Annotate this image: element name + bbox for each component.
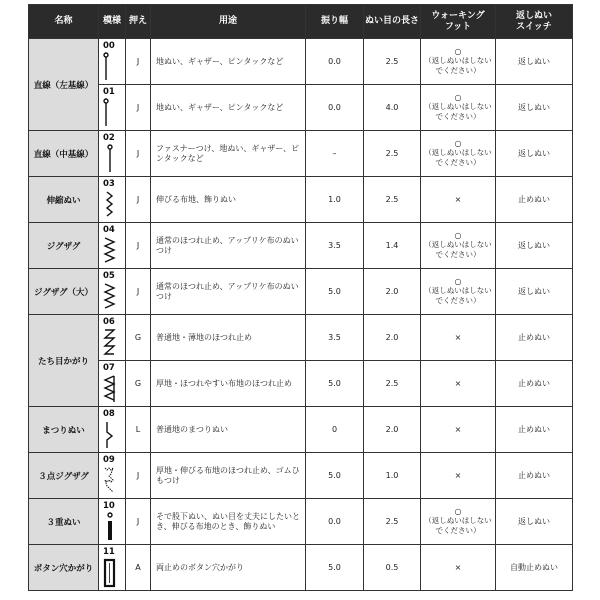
pattern-cell xyxy=(99,453,126,499)
table-row xyxy=(29,131,573,177)
walking-foot-mark: ○ xyxy=(454,277,462,286)
pattern-number: 03 xyxy=(103,178,115,189)
reverse-switch: 止めぬい xyxy=(496,361,573,407)
stitch-name: ３重ぬい xyxy=(29,499,99,545)
table-row xyxy=(29,407,573,453)
table-row xyxy=(29,39,573,85)
presser-foot: J xyxy=(126,39,151,85)
walking-foot-note: （返しぬいはしないでください） xyxy=(424,102,492,121)
stitch-length: 2.0 xyxy=(364,315,421,361)
walking-foot-cell xyxy=(421,361,496,407)
walking-foot-mark: × xyxy=(454,194,462,204)
stitch-width: 1.0 xyxy=(306,177,364,223)
stitch-name: ３点ジグザグ xyxy=(29,453,99,499)
stitch-length: 1.4 xyxy=(364,223,421,269)
header-reverse: 返しぬい スイッチ xyxy=(496,5,573,39)
reverse-switch: 返しぬい xyxy=(496,39,573,85)
stitch-use: 伸びる布地、飾りぬい xyxy=(151,177,306,223)
presser-foot: J xyxy=(126,85,151,131)
stitch-length: 2.5 xyxy=(364,177,421,223)
stitch-use: 地ぬい、ギャザー、ピンタックなど xyxy=(151,85,306,131)
stitch-width: – xyxy=(306,131,364,177)
stitch-use: 地ぬい、ギャザー、ピンタックなど xyxy=(151,39,306,85)
overcast2-stitch-icon xyxy=(103,374,125,404)
walking-foot-cell xyxy=(421,407,496,453)
stitch-name: まつりぬい xyxy=(29,407,99,453)
stitch-use: 厚地・ほつれやすい布地のほつれ止め xyxy=(151,361,306,407)
presser-foot: A xyxy=(126,545,151,591)
zigzag-stitch-icon xyxy=(103,236,125,266)
walking-foot-mark: × xyxy=(454,378,462,388)
stitch-use: 通常のほつれ止め、アップリケ布のぬいつけ xyxy=(151,269,306,315)
header-length: ぬい目の長さ xyxy=(364,5,421,39)
walking-foot-mark: ○ xyxy=(454,231,462,240)
walking-foot-note: （返しぬいはしないでください） xyxy=(424,286,492,305)
presser-foot: L xyxy=(126,407,151,453)
table-row xyxy=(29,177,573,223)
walking-foot-cell xyxy=(421,39,496,85)
reverse-switch: 返しぬい xyxy=(496,269,573,315)
presser-foot: J xyxy=(126,499,151,545)
stitch-width: 5.0 xyxy=(306,361,364,407)
pattern-number: 10 xyxy=(103,500,115,511)
walking-foot-note: （返しぬいはしないでください） xyxy=(424,240,492,259)
pattern-cell xyxy=(99,407,126,453)
header-foot: 押え xyxy=(126,5,151,39)
walking-foot-cell xyxy=(421,545,496,591)
pattern-cell xyxy=(99,499,126,545)
walking-foot-mark: × xyxy=(454,470,462,480)
walking-foot-mark: ○ xyxy=(454,139,462,148)
pattern-number: 00 xyxy=(103,40,115,51)
stitch-name: ボタン穴かがり xyxy=(29,545,99,591)
pattern-number: 07 xyxy=(103,362,115,373)
buttonhole-stitch-icon xyxy=(103,558,125,588)
overcast-stitch-icon xyxy=(103,328,125,358)
stitch-length: 2.5 xyxy=(364,499,421,545)
walking-foot-mark: × xyxy=(454,332,462,342)
header-width: 振り幅 xyxy=(306,5,364,39)
reverse-switch: 返しぬい xyxy=(496,85,573,131)
blind-stitch-icon xyxy=(103,420,125,450)
stitch-width: 3.5 xyxy=(306,223,364,269)
stitch-use: 厚地・伸びる布地のほつれ止め、ゴムひもつけ xyxy=(151,453,306,499)
reverse-switch: 返しぬい xyxy=(496,499,573,545)
reverse-switch: 止めぬい xyxy=(496,407,573,453)
stitch-width: 0.0 xyxy=(306,85,364,131)
pattern-cell xyxy=(99,39,126,85)
pattern-cell xyxy=(99,223,126,269)
walking-foot-mark: ○ xyxy=(454,507,462,516)
walking-foot-cell xyxy=(421,177,496,223)
walking-foot-cell xyxy=(421,131,496,177)
pattern-cell xyxy=(99,131,126,177)
walking-foot-cell xyxy=(421,499,496,545)
walking-foot-cell xyxy=(421,315,496,361)
stitch-name: 直線（左基線） xyxy=(29,39,99,131)
presser-foot: J xyxy=(126,453,151,499)
pattern-cell xyxy=(99,269,126,315)
header-name: 名称 xyxy=(29,5,99,39)
stitch-width: 5.0 xyxy=(306,545,364,591)
pattern-number: 02 xyxy=(103,132,115,143)
table-row xyxy=(29,269,573,315)
table-row xyxy=(29,545,573,591)
pattern-cell xyxy=(99,545,126,591)
stitch-name: ジグザグ（大） xyxy=(29,269,99,315)
header-use: 用途 xyxy=(151,5,306,39)
pattern-number: 04 xyxy=(103,224,115,235)
stitch-table-body xyxy=(29,39,573,591)
stitch-use: 普通地・薄地のほつれ止め xyxy=(151,315,306,361)
stitch-length: 0.5 xyxy=(364,545,421,591)
stitch-length: 2.5 xyxy=(364,361,421,407)
stitch-name: たち目かがり xyxy=(29,315,99,407)
stitch-name: ジグザグ xyxy=(29,223,99,269)
straight-center-stitch-icon xyxy=(103,144,125,174)
tricot-stitch-icon xyxy=(103,466,125,496)
stitch-length: 4.0 xyxy=(364,85,421,131)
header-pattern: 模様 xyxy=(99,5,126,39)
pattern-number: 05 xyxy=(103,270,115,281)
table-row xyxy=(29,315,573,361)
walking-foot-note: （返しぬいはしないでください） xyxy=(424,516,492,535)
presser-foot: J xyxy=(126,131,151,177)
straight-left-stitch-icon xyxy=(103,98,125,128)
reverse-switch: 止めぬい xyxy=(496,315,573,361)
pattern-cell xyxy=(99,85,126,131)
presser-foot: J xyxy=(126,177,151,223)
stitch-width: 5.0 xyxy=(306,453,364,499)
presser-foot: J xyxy=(126,269,151,315)
walking-foot-mark: ○ xyxy=(454,93,462,102)
stitch-use: そで股下ぬい、ぬい目を丈夫にしたいとき、伸びる布地のとき、飾りぬい xyxy=(151,499,306,545)
pattern-number: 08 xyxy=(103,408,115,419)
pattern-number: 09 xyxy=(103,454,115,465)
walking-foot-note: （返しぬいはしないでください） xyxy=(424,56,492,75)
table-row xyxy=(29,499,573,545)
stitch-width: 3.5 xyxy=(306,315,364,361)
presser-foot: J xyxy=(126,223,151,269)
walking-foot-cell xyxy=(421,453,496,499)
stitch-length: 2.0 xyxy=(364,407,421,453)
table-row xyxy=(29,223,573,269)
stitch-width: 0.0 xyxy=(306,39,364,85)
table-row xyxy=(29,453,573,499)
reverse-switch: 返しぬい xyxy=(496,223,573,269)
walking-foot-mark: ○ xyxy=(454,47,462,56)
pattern-number: 11 xyxy=(103,546,115,557)
walking-foot-mark: × xyxy=(454,562,462,572)
stitch-table-container xyxy=(28,4,572,591)
pattern-number: 01 xyxy=(103,86,115,97)
header-row xyxy=(29,5,573,39)
presser-foot: G xyxy=(126,361,151,407)
walking-foot-cell xyxy=(421,85,496,131)
stitch-name: 直線（中基線） xyxy=(29,131,99,177)
walking-foot-cell xyxy=(421,223,496,269)
reverse-switch: 止めぬい xyxy=(496,453,573,499)
zigzag-stitch-icon xyxy=(103,282,125,312)
table-row xyxy=(29,361,573,407)
stitch-use: 通常のほつれ止め、アップリケ布のぬいつけ xyxy=(151,223,306,269)
pattern-cell xyxy=(99,315,126,361)
stitch-use: 普通地のまつりぬい xyxy=(151,407,306,453)
stitch-width: 5.0 xyxy=(306,269,364,315)
stitch-length: 2.5 xyxy=(364,39,421,85)
walking-foot-mark: × xyxy=(454,424,462,434)
header-walking-foot: ウォーキング フット xyxy=(421,5,496,39)
stitch-use: ファスナーつけ、地ぬい、ギャザー、ピンタックなど xyxy=(151,131,306,177)
walking-foot-note: （返しぬいはしないでください） xyxy=(424,148,492,167)
triple-stitch-icon xyxy=(103,512,125,542)
stitch-length: 1.0 xyxy=(364,453,421,499)
table-row xyxy=(29,85,573,131)
pattern-number: 06 xyxy=(103,316,115,327)
pattern-cell xyxy=(99,177,126,223)
straight-left-stitch-icon xyxy=(103,52,125,82)
stitch-table xyxy=(28,4,573,591)
stitch-use: 両止めのボタン穴かがり xyxy=(151,545,306,591)
reverse-switch: 止めぬい xyxy=(496,177,573,223)
stitch-length: 2.5 xyxy=(364,131,421,177)
reverse-switch: 自動止めぬい xyxy=(496,545,573,591)
stitch-width: 0 xyxy=(306,407,364,453)
stitch-name: 伸縮ぬい xyxy=(29,177,99,223)
walking-foot-cell xyxy=(421,269,496,315)
stitch-width: 0.0 xyxy=(306,499,364,545)
stitch-length: 2.0 xyxy=(364,269,421,315)
pattern-cell xyxy=(99,361,126,407)
presser-foot: G xyxy=(126,315,151,361)
reverse-switch: 返しぬい xyxy=(496,131,573,177)
stretch-stitch-icon xyxy=(103,190,125,220)
